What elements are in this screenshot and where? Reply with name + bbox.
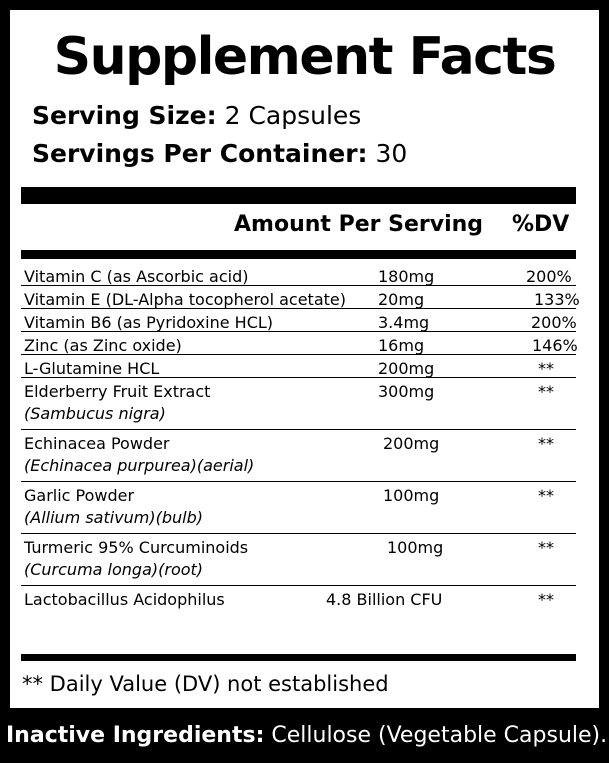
nutrient-dv: ** (538, 434, 554, 453)
servings-per-container-value: 30 (375, 139, 408, 168)
amount-per-serving-header: Amount Per Serving (234, 212, 484, 237)
nutrient-amount: 180mg (378, 267, 435, 286)
nutrient-amount: 300mg (378, 382, 435, 401)
nutrient-name: Garlic Powder (24, 486, 135, 505)
nutrient-name: Vitamin C (as Ascorbic acid) (24, 267, 249, 286)
table-row (21, 263, 576, 286)
dv-header: %DV (512, 212, 570, 237)
nutrient-dv: 133% (534, 290, 580, 309)
serving-size (32, 101, 361, 131)
nutrient-amount: 200mg (378, 359, 435, 378)
nutrient-name: Lactobacillus Acidophilus (24, 590, 225, 609)
nutrient-source: (Sambucus nigra) (24, 404, 166, 423)
nutrient-name: Echinacea Powder (24, 434, 170, 453)
dv-footnote: ** Daily Value (DV) not established (22, 672, 389, 696)
nutrient-name: Vitamin E (DL-Alpha tocopherol acetate) (24, 290, 346, 309)
nutrient-dv: ** (538, 359, 554, 378)
servings-per-container (32, 139, 407, 169)
inactive-ingredients-value: Cellulose (Vegetable Capsule). (271, 723, 608, 748)
nutrient-source: (Echinacea purpurea)(aerial) (24, 456, 255, 475)
nutrient-name: L-Glutamine HCL (24, 359, 160, 378)
nutrient-source: (Allium sativum)(bulb) (24, 508, 204, 527)
serving-size-value: 2 Capsules (224, 101, 362, 130)
nutrient-amount: 200mg (383, 434, 440, 453)
panel-title: Supplement Facts (53, 27, 556, 87)
nutrient-amount: 100mg (387, 538, 444, 557)
nutrient-amount: 20mg (378, 290, 425, 309)
table-row (21, 332, 576, 355)
nutrient-amount: 16mg (378, 336, 425, 355)
nutrient-name: Vitamin B6 (as Pyridoxine HCL) (24, 313, 274, 332)
nutrient-name: Turmeric 95% Curcuminoids (24, 538, 249, 557)
nutrient-dv: 200% (531, 313, 577, 332)
nutrient-amount: 3.4mg (378, 313, 430, 332)
supplement-facts-panel (10, 10, 599, 708)
servings-per-container-label: Servings Per Container: (32, 139, 368, 168)
inactive-ingredients-label: Inactive Ingredients: (6, 723, 265, 748)
table-row (21, 586, 576, 608)
serving-size-label: Serving Size: (32, 101, 217, 130)
nutrient-name: Elderberry Fruit Extract (24, 382, 211, 401)
inactive-ingredients (6, 721, 607, 751)
header-divider (21, 250, 576, 259)
nutrient-dv: ** (538, 486, 554, 505)
table-row (21, 286, 580, 309)
table-row (21, 482, 576, 534)
table-row (21, 355, 576, 378)
nutrient-dv: ** (538, 538, 554, 557)
table-row (21, 309, 576, 332)
thick-divider (21, 187, 576, 204)
nutrient-amount: 100mg (383, 486, 440, 505)
nutrient-name: Zinc (as Zinc oxide) (24, 336, 182, 355)
nutrient-dv: 146% (532, 336, 578, 355)
nutrient-amount: 4.8 Billion CFU (326, 590, 443, 609)
bottom-divider (21, 654, 576, 661)
table-row (21, 430, 576, 482)
nutrient-dv: ** (538, 590, 554, 609)
table-row (21, 534, 576, 586)
nutrient-dv: 200% (526, 267, 572, 286)
nutrient-source: (Curcuma longa)(root) (24, 560, 204, 579)
table-row (21, 378, 576, 430)
nutrient-dv: ** (538, 382, 554, 401)
